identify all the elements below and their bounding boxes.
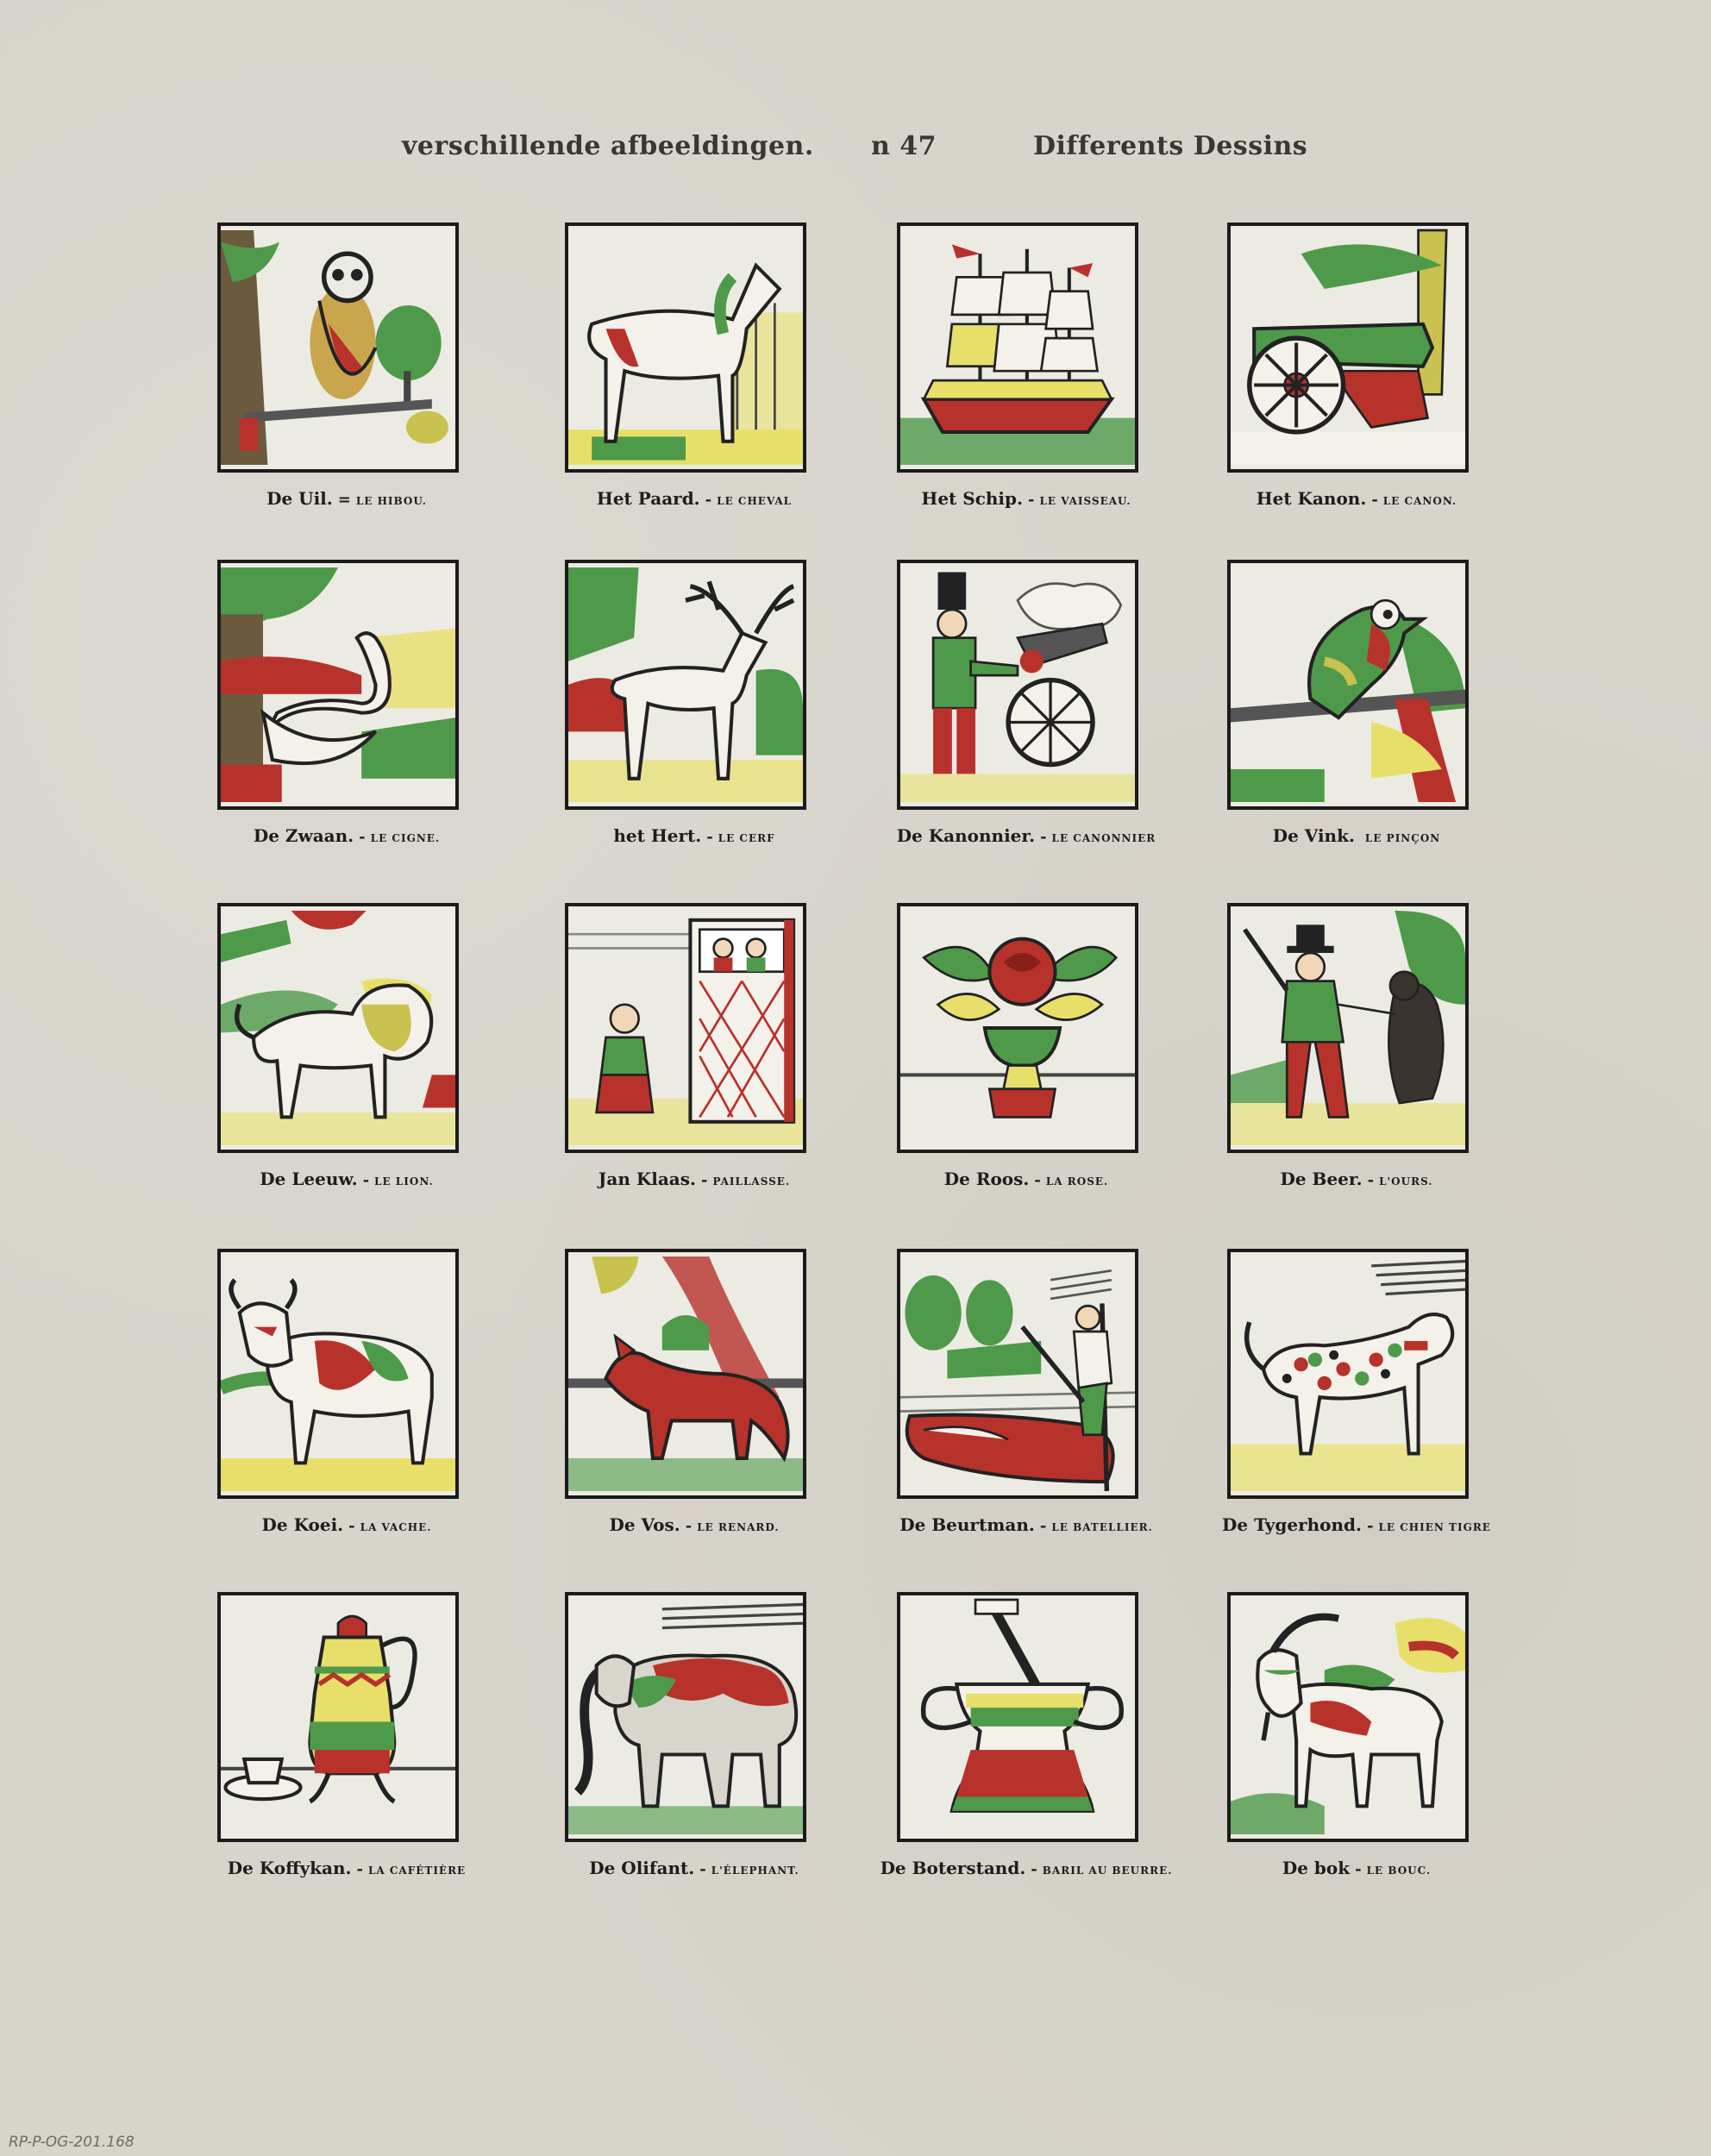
- caption-separator: -: [706, 828, 713, 846]
- caption-dutch: Het Schip.: [921, 488, 1023, 509]
- elephant-icon: [565, 1592, 806, 1842]
- caption-separator: -: [1367, 1171, 1375, 1189]
- caption-french: LE BATELLIER.: [1051, 1521, 1153, 1533]
- caption-separator: -: [705, 491, 712, 509]
- caption-dutch: De Uil.: [266, 488, 333, 509]
- print-caption: [880, 488, 1173, 509]
- caption-dutch: Het Paard.: [596, 488, 700, 509]
- print-caption: [1210, 488, 1503, 509]
- caption-french: L'ÉLEPHANT.: [711, 1865, 799, 1877]
- print-caption: [548, 1858, 841, 1878]
- print-caption: [200, 488, 493, 509]
- caption-separator: -: [359, 828, 366, 846]
- caption-french: LE VAISSEAU.: [1039, 495, 1131, 507]
- caption-separator: -: [1027, 491, 1035, 509]
- caption-dutch: De bok: [1282, 1858, 1351, 1878]
- bear-tamer-icon: [1227, 903, 1469, 1153]
- caption-dutch: De Koffykan.: [227, 1858, 352, 1878]
- goat-icon: [1227, 1592, 1469, 1842]
- caption-french: LE CIGNE.: [370, 832, 441, 844]
- butter-churn-icon: [897, 1592, 1138, 1842]
- caption-separator: -: [1367, 1517, 1374, 1535]
- finch-icon: [1227, 560, 1469, 810]
- header-title-dutch: verschillende afbeeldingen.: [402, 131, 814, 161]
- caption-dutch: De Beurtman.: [899, 1514, 1035, 1535]
- caption-dutch: De Boterstand.: [880, 1858, 1026, 1878]
- caption-dutch: De Vos.: [609, 1514, 680, 1535]
- print-caption: [1210, 1169, 1503, 1189]
- print-caption: [200, 825, 493, 846]
- caption-french: LA VACHE.: [360, 1521, 432, 1533]
- caption-french: LE CERF: [718, 832, 775, 844]
- catalog-number: RP-P-OG-201.168: [9, 2134, 135, 2151]
- caption-french: LA ROSE.: [1045, 1175, 1109, 1188]
- print-caption: [880, 1514, 1173, 1535]
- caption-dutch: Het Kanon.: [1256, 488, 1367, 509]
- caption-french: LE CHEVAL: [717, 495, 793, 507]
- caption-french: LE CANON.: [1382, 495, 1457, 507]
- caption-french: LE PINÇON: [1364, 832, 1441, 844]
- print-caption: [200, 1858, 493, 1878]
- caption-dutch: De Vink.: [1272, 825, 1355, 846]
- coffee-pot-icon: [217, 1592, 459, 1842]
- caption-separator: -: [700, 1171, 708, 1189]
- caption-separator: -: [1034, 1171, 1041, 1189]
- caption-french: LE HIBOU.: [355, 495, 427, 507]
- puppet-booth-icon: [565, 903, 806, 1153]
- caption-french: L'OURS.: [1379, 1175, 1433, 1188]
- caption-dutch: De Roos.: [943, 1169, 1030, 1189]
- caption-dutch: De Koei.: [261, 1514, 344, 1535]
- print-caption: [880, 1169, 1173, 1189]
- caption-separator: =: [337, 491, 351, 509]
- caption-dutch: De Beer.: [1280, 1169, 1363, 1189]
- print-caption: [200, 1514, 493, 1535]
- print-caption: [548, 1514, 841, 1535]
- fox-icon: [565, 1249, 806, 1499]
- caption-separator: -: [1031, 1860, 1037, 1878]
- caption-french: LE RENARD.: [697, 1521, 780, 1533]
- caption-french: LE LION.: [374, 1175, 434, 1188]
- gunner-icon: [897, 560, 1138, 810]
- print-caption: [548, 1169, 841, 1189]
- lion-icon: [217, 903, 459, 1153]
- owl-icon: [217, 222, 459, 473]
- print-caption: [200, 1169, 493, 1189]
- stag-icon: [565, 560, 806, 810]
- cow-icon: [217, 1249, 459, 1499]
- ship-icon: [897, 222, 1138, 473]
- caption-dutch: Jan Klaas.: [598, 1169, 696, 1189]
- caption-separator: -: [348, 1517, 355, 1535]
- sheet-header: [0, 131, 1711, 183]
- print-caption: [880, 1858, 1173, 1878]
- caption-french: PAILLASSE.: [712, 1175, 791, 1188]
- rose-vase-icon: [897, 903, 1138, 1153]
- print-caption: [548, 488, 841, 509]
- caption-french: BARIL AU BEURRE.: [1042, 1865, 1173, 1877]
- boatman-icon: [897, 1249, 1138, 1499]
- caption-separator: -: [685, 1517, 693, 1535]
- caption-dutch: De Olifant.: [589, 1858, 695, 1878]
- swan-icon: [217, 560, 459, 810]
- print-caption: [548, 825, 841, 846]
- caption-french: LE CANONNIER: [1051, 832, 1156, 844]
- header-sheet-number: n 47: [871, 131, 937, 161]
- caption-dutch: De Tygerhond.: [1222, 1514, 1362, 1535]
- caption-french: LE CHIEN TIGRE: [1378, 1521, 1491, 1533]
- caption-separator: -: [1355, 1860, 1362, 1878]
- header-title-french: Differents Dessins: [1033, 131, 1308, 161]
- caption-french: LE BOUC.: [1366, 1865, 1432, 1877]
- caption-separator: -: [1371, 491, 1378, 509]
- print-caption: [1210, 825, 1503, 846]
- caption-dutch: De Zwaan.: [253, 825, 354, 846]
- horse-icon: [565, 222, 806, 473]
- caption-dutch: De Kanonnier.: [896, 825, 1036, 846]
- spotted-dog-icon: [1227, 1249, 1469, 1499]
- caption-separator: -: [699, 1860, 706, 1878]
- caption-separator: -: [362, 1171, 370, 1189]
- caption-separator: -: [356, 1860, 363, 1878]
- cannon-icon: [1227, 222, 1469, 473]
- caption-separator: -: [1039, 1517, 1047, 1535]
- print-caption: [880, 825, 1173, 846]
- caption-separator: -: [1040, 828, 1047, 846]
- caption-dutch: het Hert.: [613, 825, 702, 846]
- print-caption: [1210, 1514, 1503, 1535]
- caption-dutch: De Leeuw.: [260, 1169, 358, 1189]
- print-caption: [1210, 1858, 1503, 1878]
- caption-french: LA CAFÉTIÈRE: [367, 1865, 467, 1877]
